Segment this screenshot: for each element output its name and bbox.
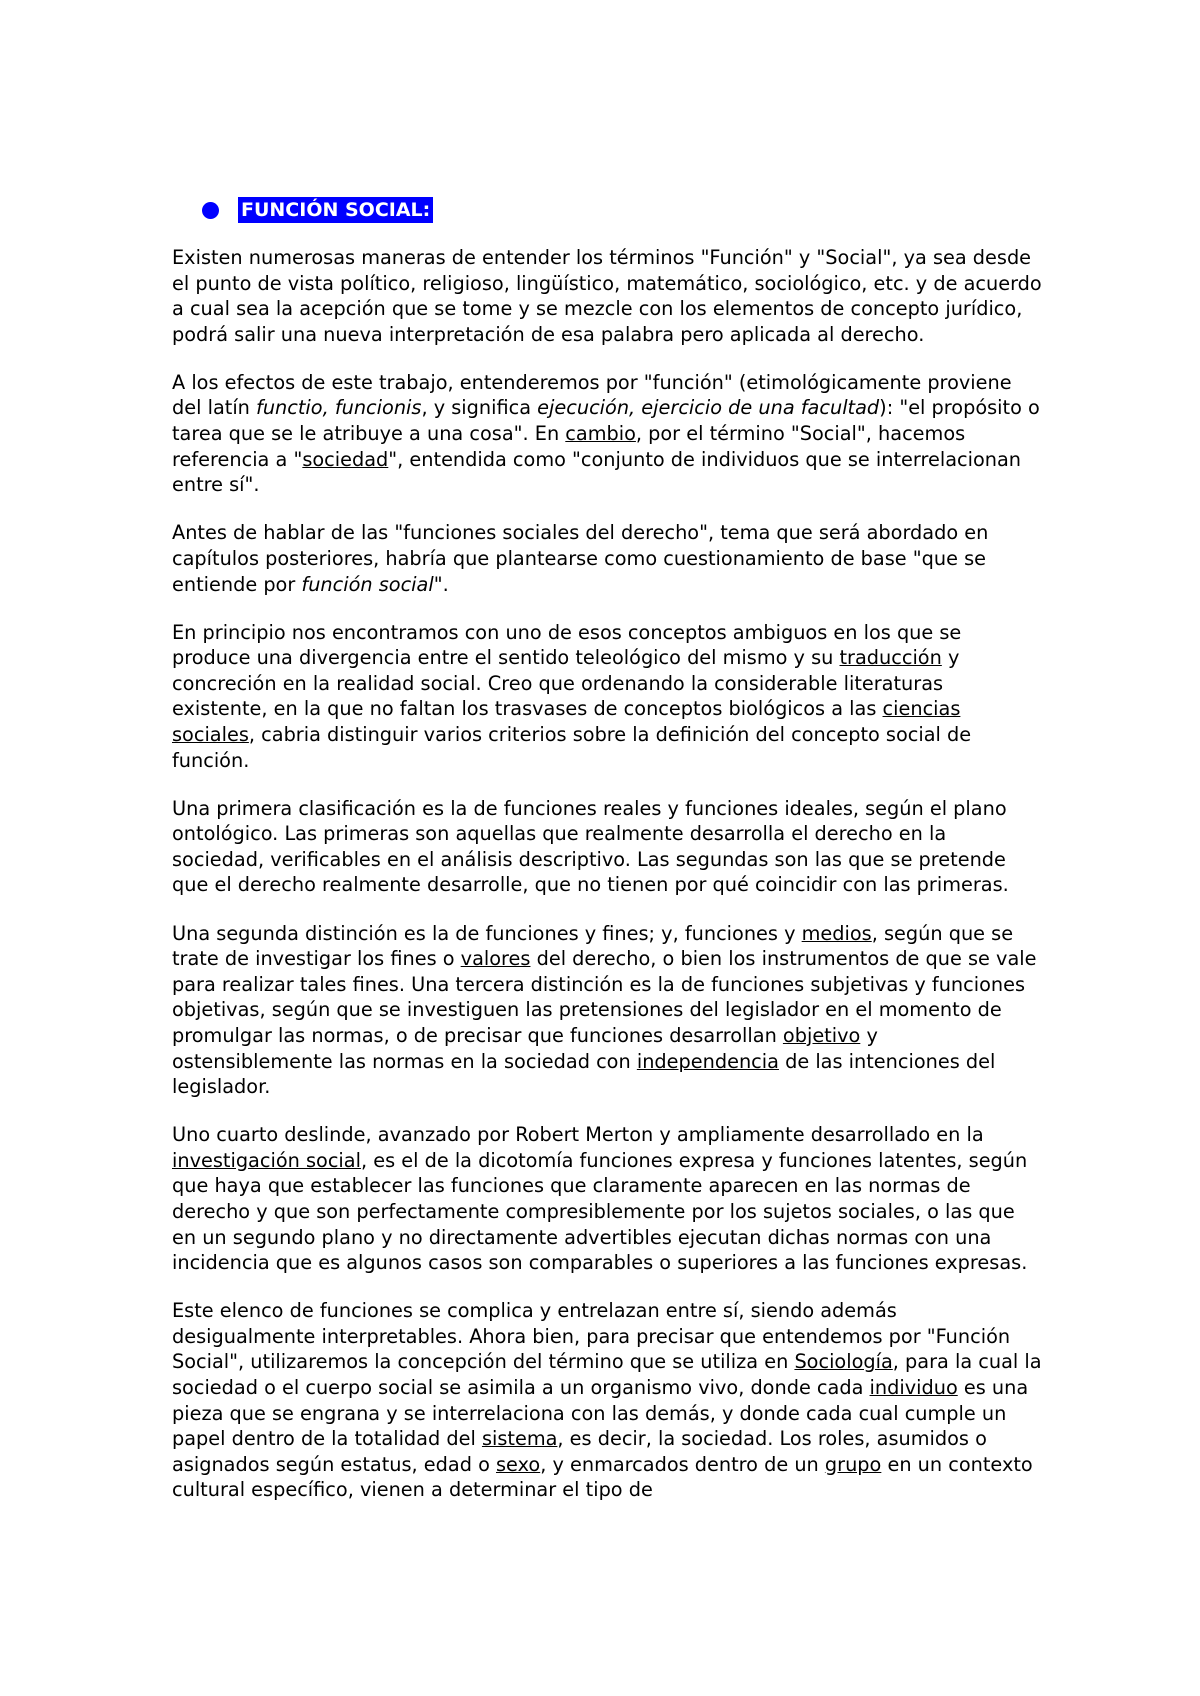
text-run: Una primera clasificación es la de funciones reales y funciones ideales, según el plano ontológico. Las primeras son aquellas que realmente desarrolla el derecho en la sociedad, verificables en el análisis descriptivo. Las segundas son las que se pretende que el derecho realmente desarrolle, que no tienen por qué coincidir con las primeras.	[172, 796, 1009, 897]
text-run: En principio nos encontramos con uno de esos conceptos ambiguos en los que se produce una divergencia entre el sentido teleológico del mismo y su	[172, 620, 962, 670]
text-run: , y enmarcados dentro de un	[540, 1452, 825, 1476]
inline-link[interactable]: independencia	[636, 1049, 779, 1073]
section-heading[interactable]: FUNCIÓN SOCIAL:	[238, 197, 433, 223]
text-run: , y significa	[421, 396, 538, 420]
italic-text: functio, funcionis	[256, 396, 422, 420]
text-run: Este elenco de funciones se complica y entrelazan entre sí, siendo además desigualmente interpretables. Ahora bien, para precisar que entendemos por "Función Social", utilizaremos la concepción del término que se utiliza en	[172, 1299, 1011, 1374]
paragraph	[172, 245, 1042, 347]
paragraph	[172, 1298, 1042, 1503]
inline-link[interactable]: traducción	[839, 646, 942, 670]
text-run: , es el de la dicotomía funciones expresa y funciones latentes, según que haya que establecer las funciones que claramente aparecen en las normas de derecho y que son perfectamente compresiblemente por los sujetos sociales, o las que en un segundo plano y no directamente advertibles ejecutan dichas normas con una incidencia que es algunos casos son comparables o superiores a las funciones expresas.	[172, 1148, 1028, 1275]
text-run: de las intenciones del legislador.	[172, 1049, 996, 1099]
paragraph	[172, 796, 1042, 898]
inline-link[interactable]: sociedad	[302, 447, 389, 471]
heading-list-item	[205, 196, 433, 224]
text-run: Antes de hablar de las "funciones sociales del derecho", tema que será abordado en capítulos posteriores, habría que plantearse como cuestionamiento de base "que se entiende por	[172, 521, 989, 596]
inline-link[interactable]: valores	[460, 947, 531, 971]
text-run: y concreción en la realidad social. Creo que ordenando la considerable literaturas existente, en la que no faltan los trasvases de conceptos biológicos a las	[172, 646, 960, 721]
text-run: , cabria distinguir varios criterios sobre la definición del concepto social de función.	[172, 723, 972, 772]
text-run: Uno cuarto deslinde, avanzado por Robert Merton y ampliamente desarrollado en la	[172, 1123, 984, 1147]
text-run: y ostensiblemente las normas en la sociedad con	[172, 1023, 878, 1073]
inline-link[interactable]: sexo	[496, 1452, 541, 1476]
italic-text: función social	[301, 572, 434, 596]
text-run: Existen numerosas maneras de entender los términos "Función" y "Social", ya sea desde el punto de vista político, religioso, lingüístico, matemático, sociológico, etc. y de acuerdo a cual sea la acepción que se tome y se mezcle con los elementos de concepto jurídico, podrá salir una nueva interpretación de esa palabra pero aplicada al derecho.	[172, 246, 1042, 346]
bullet-icon	[205, 205, 216, 216]
paragraph	[172, 520, 1042, 597]
inline-link[interactable]: Sociología	[794, 1350, 893, 1374]
text-run: , es decir, la sociedad. Los roles, asumidos o asignados según estatus, edad o	[172, 1427, 987, 1476]
inline-link[interactable]: individuo	[869, 1376, 958, 1400]
inline-link[interactable]: grupo	[824, 1452, 882, 1476]
text-run: ".	[433, 572, 449, 596]
text-run: , para la cual la sociedad o el cuerpo social se asimila a un organismo vivo, donde cada	[172, 1350, 1042, 1400]
italic-text: ejecución, ejercicio de una facultad	[537, 396, 880, 420]
inline-link[interactable]: cambio	[565, 422, 636, 446]
document-body	[172, 245, 1042, 1526]
text-run: ): "el propósito o tarea que se le atribuye a una cosa". En	[172, 396, 1040, 446]
text-run: , según que se trate de investigar los fines o	[172, 921, 1014, 971]
paragraph	[172, 1122, 1042, 1276]
text-run: ", entendida como "conjunto de individuos que se interrelacionan entre sí".	[172, 447, 1022, 497]
inline-link[interactable]: objetivo	[782, 1023, 861, 1047]
paragraph	[172, 370, 1042, 498]
text-run: es una pieza que se engrana y se interrelaciona con las demás, y donde cada cual cumple un papel dentro de la totalidad del	[172, 1376, 1029, 1451]
text-run: A los efectos de este trabajo, entenderemos por "función" (etimológicamente proviene del latín	[172, 370, 1012, 420]
text-run: Una segunda distinción es la de funciones y fines; y, funciones y	[172, 921, 802, 945]
text-run: del derecho, o bien los instrumentos de que se vale para realizar tales fines. Una tercera distinción es la de funciones subjetivas y funciones objetivas, según que se investiguen las pretensiones del legislador en el momento de promulgar las normas, o de precisar que funciones desarrollan	[172, 947, 1037, 1047]
paragraph	[172, 620, 1042, 774]
text-run: , por el término "Social", hacemos referencia a "	[172, 422, 966, 471]
inline-link[interactable]: investigación social	[172, 1148, 361, 1172]
inline-link[interactable]: medios	[801, 921, 872, 945]
text-run: en un contexto cultural específico, vienen a determinar el tipo de	[172, 1452, 1033, 1502]
paragraph	[172, 921, 1042, 1100]
inline-link[interactable]: sistema	[481, 1427, 558, 1451]
inline-link[interactable]: ciencias sociales	[172, 697, 961, 746]
